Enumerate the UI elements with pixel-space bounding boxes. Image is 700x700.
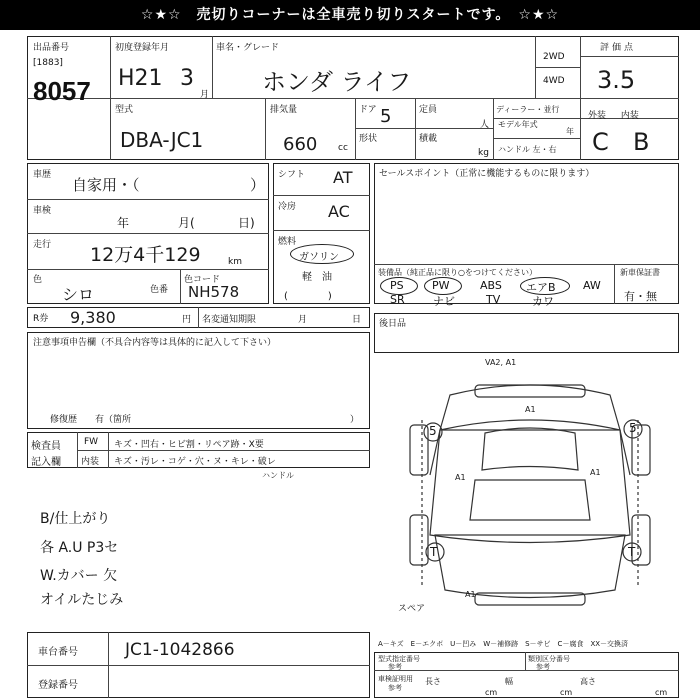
price-label: R券 bbox=[33, 314, 49, 324]
diagram-a1-left: A1 bbox=[455, 473, 466, 482]
drive-2wd: 2WD bbox=[543, 52, 565, 62]
price-unit: 円 bbox=[182, 315, 192, 325]
fuel-gas: ガソリン bbox=[299, 252, 339, 263]
handwritten-note-3: W.カバー 欠 bbox=[40, 568, 118, 584]
history-value: 自家用・（ bbox=[72, 176, 140, 194]
equip-label: 装備品（純正品に限り○をつけてください） bbox=[378, 268, 537, 277]
header-banner: ☆★☆ 売切りコーナーは全車売り切りスタートです。 ☆★☆ bbox=[0, 0, 700, 30]
model-year-unit: 年 bbox=[566, 127, 574, 136]
int-value: B bbox=[633, 128, 650, 156]
equip-sr: SR bbox=[390, 293, 405, 306]
back-label: 後日品 bbox=[379, 319, 407, 329]
damage-legend: A－キズ E－エクボ U－凹み W－補修跡 S－サビ C－腐食 XX－交換済 bbox=[378, 640, 629, 648]
inspector-label: 検査員 bbox=[31, 441, 61, 452]
dealer-import-label: ディーラー・並行 bbox=[496, 105, 560, 114]
spec-cert-ref: 参考 bbox=[388, 684, 402, 692]
grade-value: 3.5 bbox=[597, 66, 636, 94]
car-damage-diagram bbox=[380, 355, 679, 630]
first-reg-month-unit: 月 bbox=[200, 90, 210, 100]
color-code-label: 色コード bbox=[184, 275, 221, 285]
diagram-top-note: VA2, A1 bbox=[485, 358, 517, 367]
lot-label: 出品番号 bbox=[33, 43, 70, 53]
grade-label: 評価点 bbox=[600, 43, 637, 53]
mileage-label: 走行 bbox=[33, 240, 52, 250]
shaken-label: 車検 bbox=[33, 206, 52, 216]
spec-cert-label: 車検証明用 bbox=[378, 675, 413, 683]
spec-cm-3: cm bbox=[655, 688, 668, 697]
equip-airbag: エアB bbox=[526, 281, 556, 294]
spec-length: 長さ bbox=[425, 677, 441, 686]
tire-front-left: 5 bbox=[429, 424, 437, 438]
color-num-label: 色番 bbox=[150, 285, 169, 295]
load-label: 積載 bbox=[419, 134, 438, 144]
doors-label: ドア bbox=[359, 105, 377, 115]
inspector-in-row: キズ・汚レ・コゲ・穴・ヌ・キレ・破レ bbox=[114, 457, 276, 467]
aircon-value: AC bbox=[328, 202, 350, 221]
displacement-value: 660 bbox=[283, 134, 318, 155]
notice-label: 名変通知期限 bbox=[202, 315, 257, 325]
shaken-year: 年 bbox=[117, 216, 130, 230]
warranty-value: 有・無 bbox=[624, 290, 657, 303]
shape-label: 形状 bbox=[359, 134, 378, 144]
chassis-value: JC1-1042866 bbox=[125, 640, 235, 660]
lot-sub: [1883] bbox=[33, 58, 63, 68]
history-label: 車歴 bbox=[33, 170, 52, 180]
fuel-paren: ( ) bbox=[284, 291, 332, 302]
equip-abs: ABS bbox=[480, 279, 502, 292]
handle-label: ハンドル 左・右 bbox=[498, 145, 557, 154]
tire-front-right: 5 bbox=[629, 421, 637, 435]
ext-int-label: 外装 内装 bbox=[588, 111, 639, 121]
color-value: シロ bbox=[62, 285, 95, 304]
diagram-a1-bottom: A1 bbox=[465, 590, 476, 599]
equip-tv: TV bbox=[486, 293, 501, 306]
handwritten-note-4: オイルたじみ bbox=[40, 592, 124, 608]
inspector-fw-row: キズ・凹右・ヒビ割・リペア跡・X要 bbox=[114, 440, 264, 450]
displacement-unit: cc bbox=[338, 143, 348, 153]
back-items-block bbox=[374, 313, 679, 353]
diagram-a1-right: A1 bbox=[590, 468, 601, 477]
equip-navi: ナビ bbox=[433, 295, 455, 308]
model-label: 型式 bbox=[115, 105, 134, 115]
inspector-note: ハンドル bbox=[262, 471, 294, 480]
shift-value: AT bbox=[333, 168, 353, 187]
color-label: 色 bbox=[33, 275, 43, 285]
capacity-unit: 人 bbox=[480, 120, 490, 130]
car-name-value: ホンダ ライフ bbox=[262, 68, 412, 96]
reg-label: 登録番号 bbox=[38, 680, 78, 691]
displacement-label: 排気量 bbox=[270, 105, 298, 115]
first-reg-month: 3 bbox=[180, 66, 194, 91]
mileage-value: 12万4千129 bbox=[90, 244, 201, 266]
spec-height: 高さ bbox=[580, 677, 596, 686]
equip-ps: PS bbox=[390, 279, 404, 292]
handwritten-note-2: 各 A.U P3セ bbox=[40, 540, 119, 556]
shift-label: シフト bbox=[278, 170, 306, 180]
capacity-label: 定員 bbox=[419, 105, 438, 115]
repair-label: 修復歴 有（箇所 bbox=[50, 415, 132, 425]
mileage-unit: km bbox=[228, 257, 242, 267]
equip-pw: PW bbox=[432, 279, 450, 292]
inspector-label2: 記入欄 bbox=[31, 457, 61, 468]
equip-aw: AW bbox=[583, 279, 601, 292]
fuel-label: 燃料 bbox=[278, 237, 297, 247]
color-code-value: NH578 bbox=[188, 283, 240, 301]
first-reg-year: H21 bbox=[118, 66, 163, 91]
doors-value: 5 bbox=[380, 106, 392, 127]
drive-4wd: 4WD bbox=[543, 76, 565, 86]
shaken-day: 日) bbox=[238, 216, 255, 230]
spec-class-label: 類別区分番号 bbox=[528, 655, 570, 663]
warranty-label: 新車保証書 bbox=[620, 268, 660, 277]
ext-value: C bbox=[592, 128, 609, 156]
sales-point-label: セールスポイント（正常に機能するものに限ります） bbox=[379, 169, 595, 179]
notice-month: 月 bbox=[298, 315, 308, 325]
diagram-a1-roof: A1 bbox=[525, 405, 536, 414]
fuel-diesel: 軽 油 bbox=[302, 272, 332, 283]
tire-rear-right: T bbox=[628, 545, 636, 559]
car-name-label: 車名・グレード bbox=[216, 43, 280, 53]
handwritten-note-1: B/仕上がり bbox=[40, 511, 111, 527]
history-close: ） bbox=[250, 176, 266, 194]
first-reg-label: 初度登録年月 bbox=[115, 43, 170, 53]
repair-close: ） bbox=[350, 415, 360, 425]
model-value: DBA-JC1 bbox=[120, 128, 204, 152]
shaken-month: 月( bbox=[178, 216, 195, 230]
chassis-label: 車台番号 bbox=[38, 647, 78, 658]
spec-width: 幅 bbox=[505, 677, 513, 686]
model-year-label: モデル年式 bbox=[498, 120, 538, 129]
inspector-in: 内装 bbox=[81, 457, 100, 467]
notice-day: 日 bbox=[352, 315, 362, 325]
load-unit: kg bbox=[478, 148, 489, 158]
spec-class-ref: 参考 bbox=[536, 663, 550, 671]
spec-type-label: 型式指定番号 bbox=[378, 655, 420, 663]
spec-cm-2: cm bbox=[560, 688, 573, 697]
equip-kawa: カワ bbox=[532, 295, 554, 308]
notes-label: 注意事項申告欄（不具合内容等は具体的に記入して下さい） bbox=[33, 338, 277, 348]
inspector-fw: FW bbox=[84, 437, 99, 447]
tire-rear-left: T bbox=[430, 545, 438, 559]
spec-cm-1: cm bbox=[485, 688, 498, 697]
spare-label: スペア bbox=[398, 604, 426, 614]
spec-type-ref: 参考 bbox=[388, 663, 402, 671]
lot-number: 8057 bbox=[33, 76, 91, 106]
price-value: 9,380 bbox=[70, 308, 116, 327]
aircon-label: 冷房 bbox=[278, 202, 297, 212]
